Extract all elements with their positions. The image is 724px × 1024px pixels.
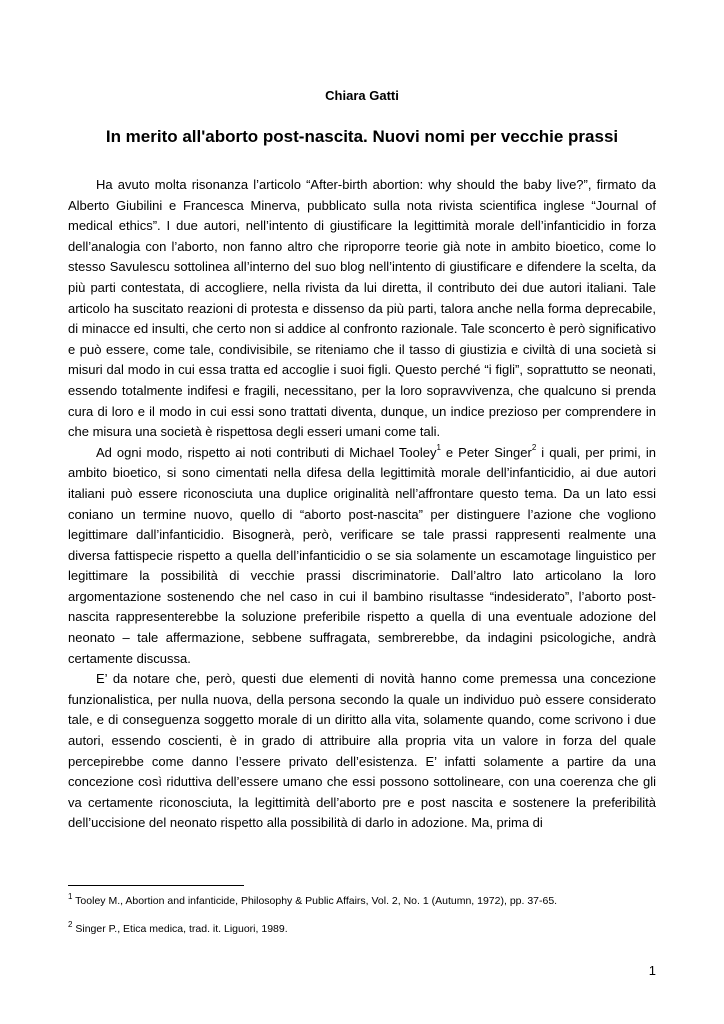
footnote-ref-2[interactable]: 2	[531, 443, 537, 453]
author-name: Chiara Gatti	[325, 88, 399, 103]
article-body	[68, 175, 656, 834]
paragraph-1: Ha avuto molta risonanza l’articolo “After-birth abortion: why should the baby live?”, firmato da Alberto Giubilini e Francesca Minerva, pubblicato sulla nota rivista scientifica inglese “Journal of medical ethics”. I due autori, nell’intento di giustificare la legittimità morale dell’infanticidio in forza dell’analogia con l’aborto, non fanno altro che riproporre teorie già note in ambito bioetico, come lo stesso Savulescu sottolinea all’interno del suo blog nell’intento di giustificare e difendere la scelta, da più parti contestata, di accogliere, nella rivista da lui diretta, il contributo dei due autori italiani. Tale articolo ha suscitato reazioni di protesta e dissenso da più parti, talora anche nella forma deprecabile, di minacce ed insulti, che certo non si addice al confronto razionale. Tale sconcerto è però significativo e può essere, come tale, condivisibile, se riteniamo che il tasso di giustizia e civiltà di una società si misuri dal modo in cui essa tratta ed accoglie i suoi figli. Questo perché “i figli”, soprattutto se neonati, essendo totalmente indifesi e fragili, necessitano, per la loro sopravvivenza, che qualcuno si prenda cura di loro e il modo in cui essi sono trattati diventa, dunque, un indice prezioso per comprendere in che misura una società è rispettosa degli esseri umani come tali.	[68, 177, 656, 440]
footnote-2	[68, 919, 668, 936]
footnote-2-text: Singer P., Etica medica, trad. it. Liguori, 1989.	[72, 923, 288, 935]
paragraph-2-text-c: i quali, per primi, in ambito bioetico, si sono cimentati nella difesa della legittimità morale dell’infanticidio, ai due autori italiani può essere riconosciuta una duplice originalità nell’affrontare questo tema. Da un lato essi coniano un termine nuovo, quello di “aborto post-nascita” per distinguere l’azione che vogliono legittimare dall’infanticidio. Bisognerà, però, verificare se tale prassi rappresenti realmente una diversa fattispecie rispetto a quella dell’infanticidio o se sia solamente un escamotage linguistico per legittimare la possibilità di vecchie prassi discriminatorie. Dall’altro lato articolano la loro argomentazione sostenendo che nel caso in cui il bambino risultasse “indesiderato”, l’aborto post-nascita rappresenterebbe la soluzione preferibile rispetto a quella di una eventuale adozione del neonato – tale affermazione, sebbene suffragata, sembrerebbe, da indagini psicologiche, andrà certamente discussa.	[68, 444, 656, 666]
footnote-1-text: Tooley M., Abortion and infanticide, Philosophy & Public Affairs, Vol. 2, No. 1 (Autumn, 1972), pp. 37-65.	[72, 895, 558, 907]
footnote-separator	[68, 885, 244, 886]
paragraph-2-text-a: Ad ogni modo, rispetto ai noti contributi di Michael Tooley	[96, 444, 437, 460]
footnote-1-mark: 1	[68, 891, 73, 901]
footnote-ref-1[interactable]: 1	[436, 443, 441, 453]
paragraph-2	[68, 443, 656, 670]
paragraph-3: E’ da notare che, però, questi due elementi di novità hanno come premessa una concezione funzionalistica, per nulla nuova, della persona secondo la quale un individuo può essere considerato tale, e di conseguenza soggetto morale di un diritto alla vita, solamente quando, come scrivono i due autori, essendo coscienti, è in grado di attribuire alla propria vita un valore in forza del quale percepirebbe come danno l’essere privato dell’esistenza. E’ infatti solamente a partire da una concezione così riduttiva dell’essere umano che essi possono sottolineare, con una coerenza che gli va certamente riconosciuta, la legittimità dell’aborto pre e post nascita e sostenere la preferibilità dell’uccisione del neonato rispetto alla possibilità di darlo in adozione. Ma, prima di	[68, 671, 656, 831]
footnote-2-mark: 2	[68, 919, 73, 929]
article-title: In merito all'aborto post-nascita. Nuovi nomi per vecchie prassi	[105, 127, 619, 146]
paragraph-2-text-b: e Peter Singer	[440, 444, 532, 460]
footnote-1	[68, 891, 668, 908]
page-number: 1	[648, 963, 656, 978]
